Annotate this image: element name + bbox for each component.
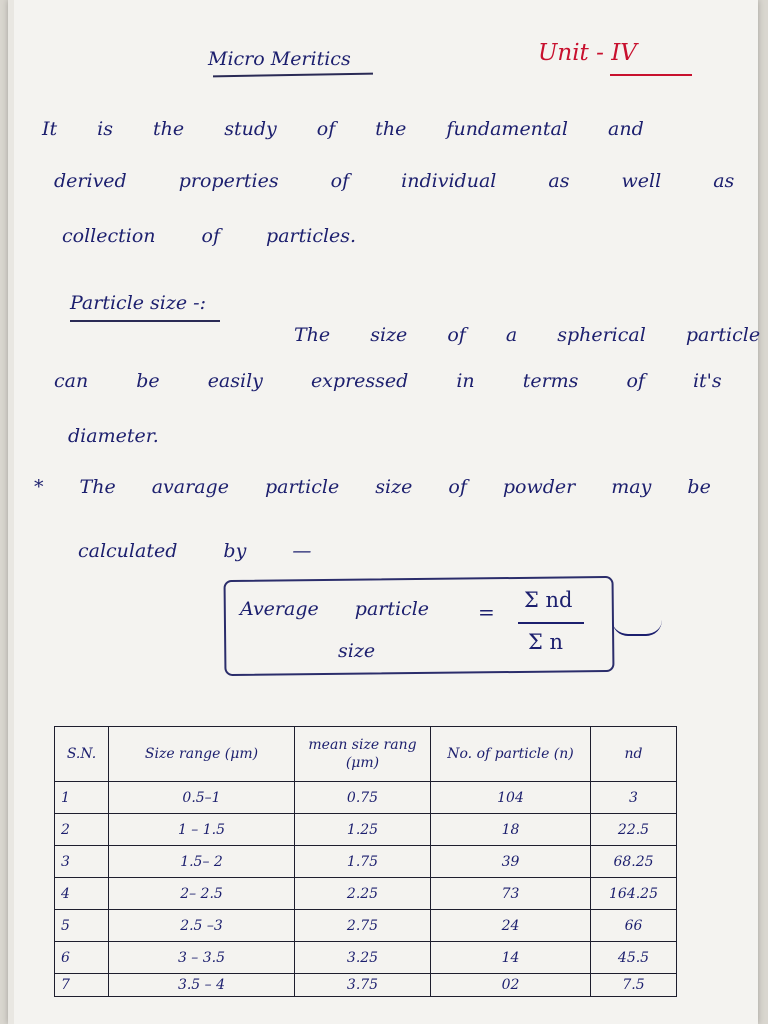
cell-mean-size: 2.25	[295, 878, 431, 910]
cell-nd: 7.5	[591, 974, 677, 997]
cell-size-range: 3 – 3.5	[109, 942, 295, 974]
heading-underline	[213, 73, 373, 78]
particle-size-heading: Particle size -:	[70, 292, 206, 314]
unit-underline	[610, 74, 692, 76]
cell-mean-size: 1.75	[295, 846, 431, 878]
cell-size-range: 3.5 – 4	[109, 974, 295, 997]
cell-sn: 5	[55, 910, 109, 942]
table-row	[55, 846, 677, 878]
cell-nd: 22.5	[591, 814, 677, 846]
table-row	[55, 910, 677, 942]
notebook-page	[8, 0, 761, 1024]
cell-particle-count: 02	[431, 974, 591, 997]
cell-nd: 164.25	[591, 878, 677, 910]
formula-equals: =	[478, 600, 495, 624]
formula-denominator: Σ n	[528, 630, 564, 654]
table-row	[55, 974, 677, 997]
table-header-row	[55, 727, 677, 782]
intro-line-1: It is the study of the fundamental and	[42, 118, 644, 140]
header-size-range: Size range (μm)	[109, 727, 295, 782]
table-row	[55, 814, 677, 846]
header-nd: nd	[591, 727, 677, 782]
cell-mean-size: 3.75	[295, 974, 431, 997]
page-edge	[8, 0, 14, 1024]
cell-size-range: 0.5–1	[109, 782, 295, 814]
particle-size-line-3: diameter.	[68, 425, 159, 447]
cell-size-range: 2– 2.5	[109, 878, 295, 910]
header-sn: S.N.	[55, 727, 109, 782]
cell-particle-count: 24	[431, 910, 591, 942]
cell-mean-size: 0.75	[295, 782, 431, 814]
average-line-1: * The avarage particle size of powder may be	[34, 476, 711, 498]
cell-sn: 7	[55, 974, 109, 997]
table-row	[55, 878, 677, 910]
cell-particle-count: 104	[431, 782, 591, 814]
cell-nd: 68.25	[591, 846, 677, 878]
cell-mean-size: 1.25	[295, 814, 431, 846]
particle-size-line-2: can be easily expressed in terms of it's	[54, 370, 722, 392]
particle-size-table	[54, 726, 677, 997]
intro-line-2: derived properties of individual as well as	[54, 170, 735, 192]
cell-nd: 3	[591, 782, 677, 814]
formula-left-size: size	[338, 640, 376, 662]
table-row	[55, 782, 677, 814]
unit-label: Unit - IV	[538, 40, 637, 66]
header-mean-size: mean size rang (μm)	[295, 727, 431, 782]
cell-sn: 3	[55, 846, 109, 878]
cell-size-range: 1 – 1.5	[109, 814, 295, 846]
cell-particle-count: 14	[431, 942, 591, 974]
page-heading: Micro Meritics	[208, 48, 351, 70]
header-particle-count: No. of particle (n)	[431, 727, 591, 782]
cell-particle-count: 39	[431, 846, 591, 878]
cell-nd: 45.5	[591, 942, 677, 974]
formula-tail-stroke	[612, 620, 662, 636]
cell-size-range: 2.5 –3	[109, 910, 295, 942]
cell-particle-count: 73	[431, 878, 591, 910]
cell-mean-size: 3.25	[295, 942, 431, 974]
particle-size-line-1: The size of a spherical particle	[294, 324, 761, 346]
formula-numerator: Σ nd	[524, 588, 573, 612]
particle-size-underline	[70, 320, 220, 322]
cell-particle-count: 18	[431, 814, 591, 846]
cell-sn: 1	[55, 782, 109, 814]
table-row	[55, 942, 677, 974]
average-line-2: calculated by —	[78, 540, 312, 562]
cell-sn: 2	[55, 814, 109, 846]
cell-size-range: 1.5– 2	[109, 846, 295, 878]
cell-mean-size: 2.75	[295, 910, 431, 942]
formula-fraction-bar	[518, 622, 584, 624]
formula-left: Average particle	[240, 598, 430, 620]
cell-sn: 6	[55, 942, 109, 974]
intro-line-3: collection of particles.	[62, 225, 357, 247]
cell-sn: 4	[55, 878, 109, 910]
cell-nd: 66	[591, 910, 677, 942]
